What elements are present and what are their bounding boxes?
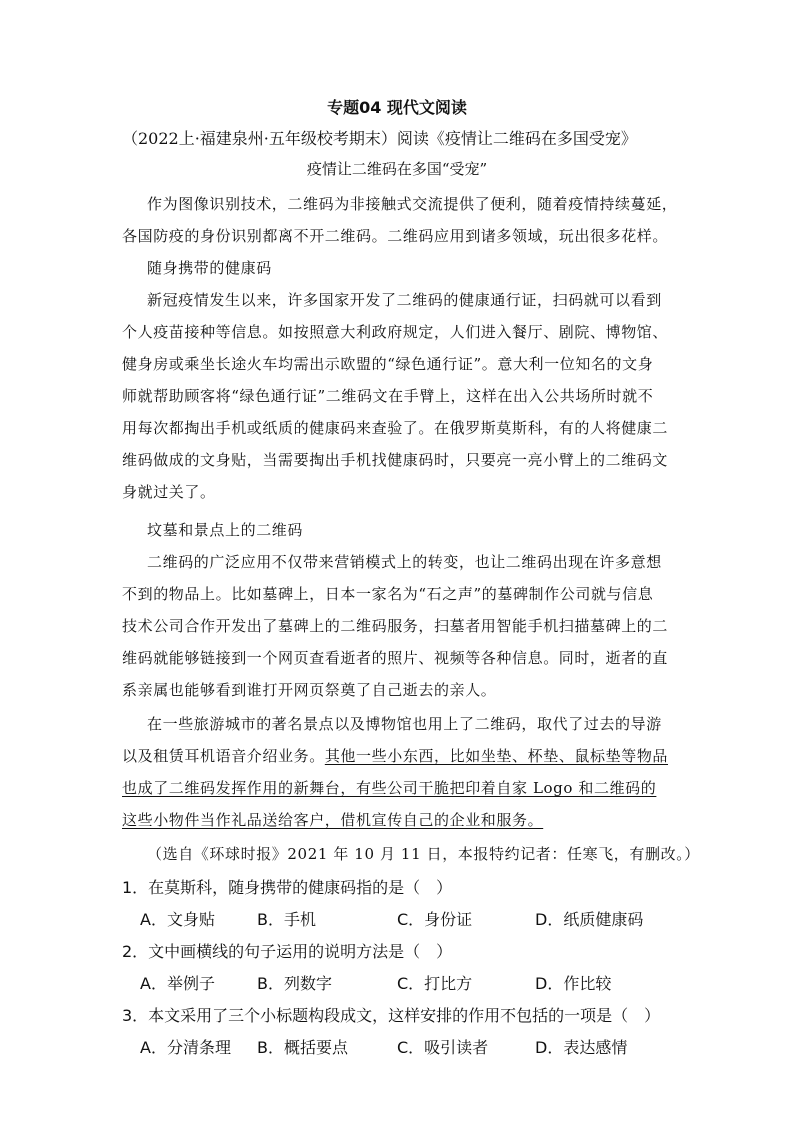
question-stem: 2．文中画横线的句子运用的说明方法是（ ） — [122, 942, 453, 961]
answer-option[interactable]: D．表达感情 — [535, 1038, 628, 1057]
answer-option[interactable]: B．概括要点 — [257, 1038, 348, 1057]
source-line: （2022上·福建泉州·五年级校考期末）阅读《疫情让二维码在多国受宠》 — [122, 129, 637, 148]
paragraph-line: 健身房或乘坐长途火车均需出示欧盟的“绿色通行证”。意大利一位知名的文身 — [122, 355, 654, 373]
underlined-sentence: 也成了二维码发挥作用的新舞台，有些公司干脆把印着自家 Logo 和二维码的 — [122, 779, 657, 797]
underlined-sentence: 这些小物件当作礼品送给客户，借机宣传自己的企业和服务。 — [122, 811, 544, 829]
paragraph-line: 维码做成的文身贴，当需要掏出手机找健康码时，只要亮一亮小臂上的二维码文 — [122, 451, 669, 469]
answer-option[interactable]: A．文身贴 — [140, 910, 215, 929]
paragraph-line: 维码就能够链接到一个网页查看逝者的照片、视频等各种信息。同时，逝者的直 — [122, 649, 669, 667]
citation: （选自《环球时报》2021 年 10 月 11 日，本报特约记者：任寒飞，有删改。） — [147, 845, 700, 863]
paragraph-text: 以及租赁耳机语音介绍业务。 — [122, 747, 325, 765]
answer-option[interactable]: B．手机 — [257, 910, 316, 929]
paragraph-line: 各国防疫的身份识别都离不开二维码。二维码应用到诸多领域，玩出很多花样。 — [122, 227, 669, 245]
answer-option[interactable]: C．身份证 — [397, 910, 473, 929]
question-stem: 3．本文采用了三个小标题构段成文，这样安排的作用不包括的一项是（ ） — [122, 1006, 661, 1025]
paragraph-line: 个人疫苗接种等信息。如按照意大利政府规定，人们进入餐厅、剧院、博物馆、 — [122, 323, 669, 341]
page-title: 专题04 现代文阅读 — [327, 98, 467, 117]
answer-option[interactable]: D．作比较 — [535, 974, 612, 993]
article-title: 疫情让二维码在多国“受宠” — [306, 160, 488, 178]
paragraph-line: 身就过关了。 — [122, 483, 216, 501]
answer-option[interactable]: D．纸质健康码 — [535, 910, 644, 929]
subheading: 随身携带的健康码 — [147, 259, 272, 277]
paragraph-line: 在一些旅游城市的著名景点以及博物馆也用上了二维码，取代了过去的导游 — [147, 715, 662, 733]
paragraph-line: 技术公司合作开发出了墓碑上的二维码服务，扫墓者用智能手机扫描墓碑上的二 — [122, 617, 669, 635]
answer-option[interactable]: C．吸引读者 — [397, 1038, 489, 1057]
question-stem: 1．在莫斯科，随身携带的健康码指的是（ ） — [122, 878, 453, 897]
paragraph-line: 作为图像识别技术，二维码为非接触式交流提供了便利，随着疫情持续蔓延， — [147, 195, 678, 213]
paragraph-line: 二维码的广泛应用不仅带来营销模式上的转变，也让二维码出现在许多意想 — [147, 553, 662, 571]
answer-option[interactable]: C．打比方 — [397, 974, 473, 993]
underlined-sentence: 其他一些小东西，比如坐垫、杯垫、鼠标垫等物品 — [324, 747, 669, 765]
paragraph-line: 系亲属也能够看到谁打开网页祭奠了自己逝去的亲人。 — [122, 681, 497, 699]
answer-option[interactable]: A．分清条理 — [140, 1038, 231, 1057]
paragraph-line: 用每次都掏出手机或纸质的健康码来查验了。在俄罗斯莫斯科，有的人将健康二 — [122, 419, 669, 437]
answer-option[interactable]: A．举例子 — [140, 974, 215, 993]
answer-option[interactable]: B．列数字 — [257, 974, 332, 993]
subheading: 坟墓和景点上的二维码 — [147, 521, 304, 539]
paragraph-line: 不到的物品上。比如墓碑上，日本一家名为“石之声”的墓碑制作公司就与信息 — [122, 585, 654, 603]
paragraph-line — [122, 745, 668, 766]
paragraph-line: 新冠疫情发生以来，许多国家开发了二维码的健康通行证，扫码就可以看到 — [147, 291, 662, 309]
paragraph-line: 师就帮助顾客将“绿色通行证”二维码文在手臂上，这样在出入公共场所时就不 — [122, 387, 654, 405]
